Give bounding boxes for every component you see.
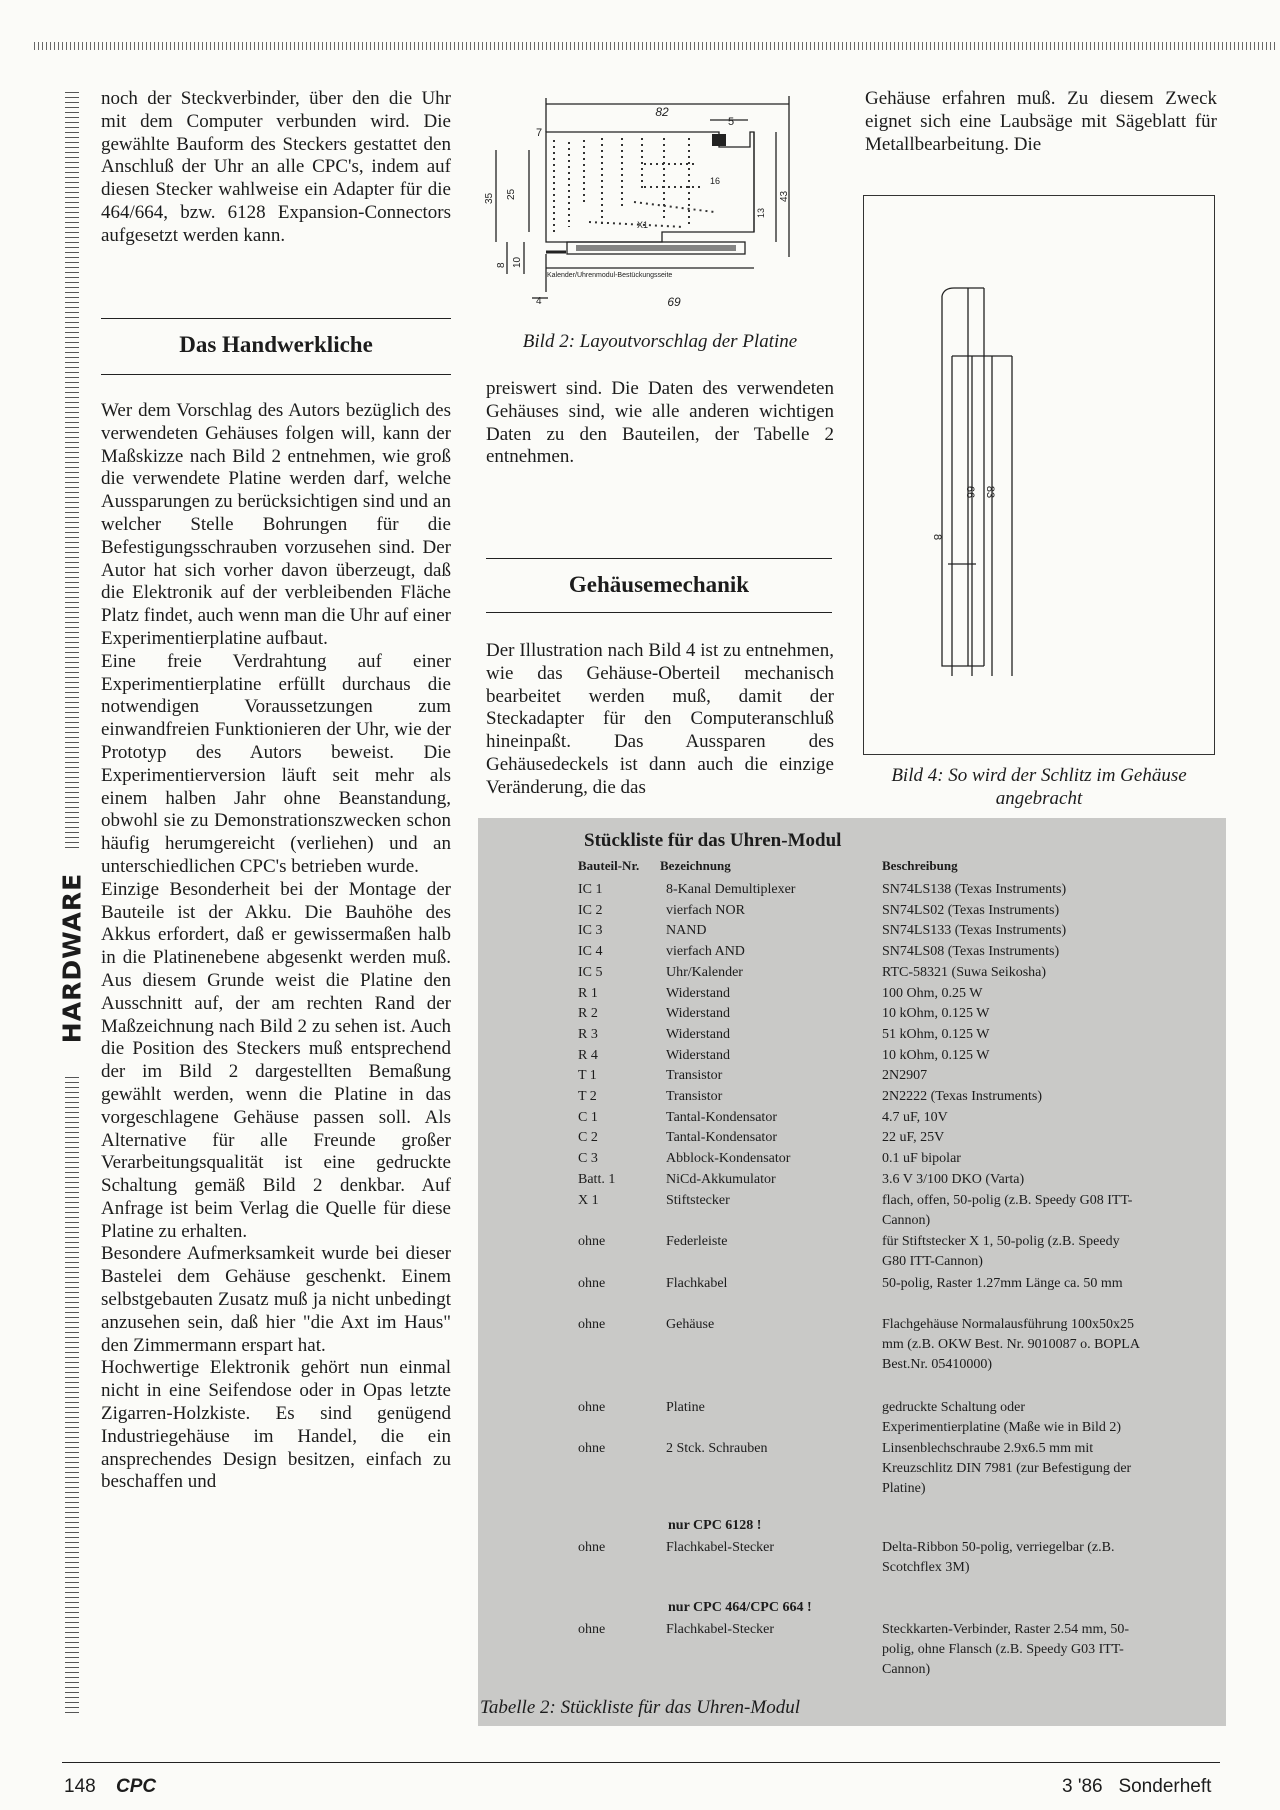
part-number: IC 1 [578,882,603,897]
housing-slot-figure [863,195,1215,755]
part-description: Linsenblechschraube 2.9x6.5 mm mit Kreuzschlitz DIN 7981 (zur Befestigung der Platine) [882,1441,1132,1496]
part-name: 2 Stck. Schrauben [666,1441,768,1456]
part-number: C 2 [578,1130,598,1146]
part-description: SN74LS138 (Texas Instruments) [882,882,1067,897]
col1-body [101,400,451,1494]
sidebar-pattern-bottom [65,1073,79,1713]
dim-16: 16 [710,176,721,186]
dim-8: 8 [496,262,507,268]
part-number: R 2 [578,1006,598,1022]
table-note: nur CPC 6128 ! [668,1518,762,1533]
part-name: Widerstand [666,1047,730,1063]
paragraph: preiswert sind. Die Daten des verwendeten Gehäuses sind, wie alle anderen wichtigen Daten zu den Bauteilen, der Tabelle 2 entnehmen. [486,378,834,468]
section-heading: Das Handwerkliche [179,332,373,357]
part-description: 10 kOhm, 0.125 W [882,1047,990,1063]
sidebar-section-label: HARDWARE [57,872,87,1044]
paragraph: Gehäuse erfahren muß. Zu diesem Zweck eignet sich eine Laubsäge mit Sägeblatt für Metallbearbeitung. Die [865,88,1217,155]
table-title: Stückliste für das Uhren-Modul [584,830,842,851]
part-name: Flachkabel [666,1275,728,1291]
part-name: Abblock-Kondensator [666,1151,791,1167]
dim-43: 43 [779,190,790,202]
heading-rule-top [486,558,832,559]
sidebar-pattern-top [65,88,79,848]
part-description: SN74LS133 (Texas Instruments) [882,923,1067,939]
column-header: Bezeichnung [660,858,731,873]
dim-66: 66 [964,485,977,499]
part-number: ohne [578,1400,606,1415]
part-description: 51 kOhm, 0.125 W [882,1026,990,1042]
section-heading: Gehäusemechanik [568,572,750,597]
parts-list-table [478,818,1226,1726]
heading-rule-bottom [101,374,451,375]
part-description: Flachgehäuse Normalausführung 100x50x25 mm (z.B. OKW Best. Nr. 9010087 o. BOPLA Best.Nr. 05410000) [882,1317,1140,1372]
part-number: ohne [578,1317,606,1332]
issue-label: 3 '86 Sonderheft [1062,1776,1212,1797]
part-name: vierfach AND [666,944,745,960]
col2-body [486,640,834,800]
part-number: T 2 [578,1089,597,1104]
part-description: für Stiftstecker X 1, 50-polig (z.B. Speedy G80 ITT-Cannon) [882,1234,1120,1269]
part-number: R 3 [578,1026,598,1042]
part-description: 2N2222 (Texas Instruments) [882,1089,1042,1104]
part-name: Platine [666,1400,705,1415]
part-description: 22 uF, 25V [882,1130,945,1146]
part-name: Tantal-Kondensator [666,1109,777,1125]
paragraph: Besondere Aufmerksamkeit wurde bei dieser Bastelei dem Gehäuse geschenkt. Einem selbstgebauten Zusatz muß ja nicht unbedingt anzusehen sein, daß hier "die Axt im Haus" den Zimmermann erspart hat. [101,1243,451,1356]
top-border-stripe [34,42,1278,50]
part-description: 3.6 V 3/100 DKO (Varta) [882,1171,1025,1187]
col2-text [486,378,834,469]
part-description: 0.1 uF bipolar [882,1151,961,1167]
footer-rule [62,1762,1220,1763]
dim-35: 35 [484,192,495,204]
figure-4-caption: Bild 4: So wird der Schlitz im Gehäuse angebracht [891,765,1187,809]
part-description: flach, offen, 50-polig (z.B. Speedy G08 ITT-Cannon) [882,1192,1133,1228]
dim-13: 13 [756,207,766,218]
pcb-layout-figure [484,92,824,314]
part-name: Widerstand [666,1026,730,1042]
part-number: ohne [578,1441,606,1456]
dim-82: 82 [655,105,669,119]
dim-83: 83 [984,485,997,499]
part-description: 50-polig, Raster 1.27mm Länge ca. 50 mm [882,1275,1123,1291]
part-name: vierfach NOR [666,902,745,918]
part-number: ohne [578,1275,606,1291]
part-number: ohne [578,1622,606,1637]
part-description: 2N2907 [882,1068,928,1084]
col1-intro-text: noch der Steckverbinder, über den die Uhr mit dem Computer verbunden wird. Die gewählte Bauform des Steckers gestattet den Anschluß der Uhr an alle CPC's, indem auf diesen Stecker wahlweise ein Adapter für die 464/664, bzw. 6128 Expansion-Connectors aufgesetzt werden kann. [101,88,451,246]
part-name: Gehäuse [666,1317,715,1332]
part-name: Transistor [666,1068,723,1084]
dim-25: 25 [506,188,517,200]
part-description: Steckkarten-Verbinder, Raster 2.54 mm, 50-polig, ohne Flansch (z.B. Speedy G03 ITT-Cannon) [882,1622,1130,1677]
paragraph: Hochwertige Elektronik gehört nun einmal nicht in eine Seifendose oder in Opas letzte Zigarren-Holzkiste. Es sind genügend Industriegehäuse im Handel, die ein ansprechendes Design besitzen, einfach zu beschaffen und [101,1357,451,1493]
table-note: nur CPC 464/CPC 664 ! [668,1600,812,1615]
dim-69: 69 [667,295,681,309]
part-name: NAND [666,923,707,939]
part-description: 100 Ohm, 0.25 W [882,985,983,1001]
part-number: X 1 [578,1192,599,1208]
part-number: C 3 [578,1151,598,1167]
part-number: IC 2 [578,902,603,918]
part-name: Uhr/Kalender [666,964,743,980]
part-description: Delta-Ribbon 50-polig, verriegelbar (z.B. Scotchflex 3M) [882,1540,1115,1575]
part-number: C 1 [578,1109,598,1125]
page-number: 148 [64,1776,96,1797]
dim-5: 5 [728,116,735,128]
column-header: Beschreibung [882,858,958,873]
part-number: R 4 [578,1047,598,1063]
part-description: 10 kOhm, 0.125 W [882,1006,990,1022]
part-number: IC 4 [578,944,603,960]
part-name: 8-Kanal Demultiplexer [666,882,796,897]
section-sidebar [57,88,87,1718]
part-name: NiCd-Akkumulator [666,1171,776,1187]
part-name: Widerstand [666,1006,730,1022]
heading-rule-bottom [486,612,832,613]
heading-rule-top [101,318,451,319]
part-number: ohne [578,1234,606,1249]
part-name: Flachkabel-Stecker [666,1540,775,1555]
part-name: Stiftstecker [666,1192,730,1208]
column-header: Bauteil-Nr. [578,858,640,873]
dim-7: 7 [536,127,543,139]
part-number: Batt. 1 [578,1171,616,1187]
part-number: IC 5 [578,964,603,980]
part-description: 4.7 uF, 10V [882,1109,948,1125]
edge-label: Kalender/Uhrenmodul-Bestückungsseite [547,272,673,279]
dim-8: 8 [931,533,944,541]
housing-slot-drawing [864,196,1214,752]
magazine-logo: CPC [116,1776,157,1797]
part-description: SN74LS08 (Texas Instruments) [882,944,1060,960]
part-number: T 1 [578,1068,597,1084]
paragraph: Der Illustration nach Bild 4 ist zu entnehmen, wie das Gehäuse-Oberteil mechanisch bearbeitet werden muß, damit der Steckadapter für den Computeranschluß hineinpaßt. Das Aussparen des Gehäusedeckels ist dann auch die einzige Veränderung, die das [486,640,834,798]
dim-4: 4 [536,296,542,307]
part-name: Flachkabel-Stecker [666,1622,775,1637]
part-name: Tantal-Kondensator [666,1130,777,1146]
col3-text [865,88,1217,156]
paragraph: Wer dem Vorschlag des Autors bezüglich des verwendeten Gehäuses folgen will, kann der Maßskizze nach Bild 2 entnehmen, wie groß die verwendete Platine werden darf, welche Aussparungen zu berücksichtigen sind und an welcher Stelle Bohrungen für die Befestigungsschrauben vorzusehen sind. Der Autor hat sich vorher davon überzeugt, daß die Elektronik auf der verbleibenden Fläche Platz findet, auch wenn man die Uhr auf einer Experimentierplatine aufbaut. [101,400,451,649]
col1-intro [101,88,451,248]
paragraph: Einzige Besonderheit bei der Montage der Bauteile ist der Akku. Die Bauhöhe des Akkus erfordert, daß er gewissermaßen halb in die Platinenebene abgesenkt werden muß. Aus diesem Grunde weist die Platine den Ausschnitt auf, der am rechten Rand der Maßzeichnung nach Bild 2 zu sehen ist. Auch die Position des Steckers muß entsprechend der im Bild 2 dargestellten Bemaßung gewählt werden, wenn die Platine in das vorgeschlagene Gehäuse passen soll. Als Alternative für alle Freunde großer Verarbeitungsqualität ist eine gedruckte Schaltung gemäß Bild 2 denkbar. Auf Anfrage ist beim Verlag die Quelle für diese Platine zu erhalten. [101,878,451,1242]
part-description: SN74LS02 (Texas Instruments) [882,902,1060,918]
part-description: RTC-58321 (Suwa Seikosha) [882,964,1047,980]
paragraph: Eine freie Verdrahtung auf einer Experimentierplatine erfüllt durchaus die notwendigen Voraussetzungen zum einwandfreien Funktionieren der Uhr, wie der Prototyp des Autors beweist. Die Experimentierversion läuft seit mehr als einem halben Jahr ohne Beanstandung, obwohl sie zu Demonstrationszwecken schon häufig herumgereicht (verliehen) und an unterschiedlichen CPC's betrieben wurde. [101,650,451,877]
part-number: IC 3 [578,923,603,939]
part-number: ohne [578,1540,606,1555]
part-name: Transistor [666,1089,723,1104]
part-name: Federleiste [666,1234,728,1249]
part-description: gedruckte Schaltung oder Experimentierplatine (Maße wie in Bild 2) [882,1400,1122,1435]
table-caption: Tabelle 2: Stückliste für das Uhren-Modul [480,1697,800,1718]
dim-10: 10 [512,256,523,268]
figure-2-caption: Bild 2: Layoutvorschlag der Platine [522,331,798,352]
connector-label: X1 [637,220,649,230]
part-name: Widerstand [666,985,730,1001]
part-number: R 1 [578,985,598,1001]
